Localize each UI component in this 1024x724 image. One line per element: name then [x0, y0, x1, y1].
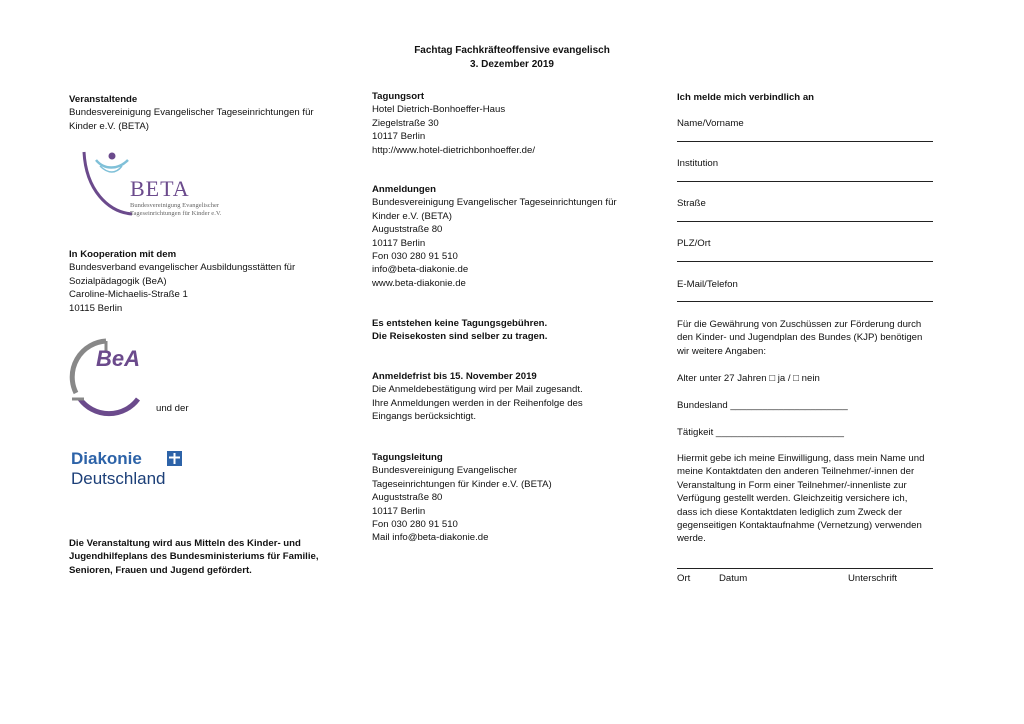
leitung-line: Auguststraße 80: [372, 492, 443, 504]
diakonie-logo-line2: Deutschland: [71, 469, 166, 488]
leitung-block: [372, 451, 642, 545]
consent-line: meine Kontaktdaten den anderen Teilnehmer/-innen der: [677, 466, 915, 478]
beta-logo-sub2: Tageseinrichtungen für Kinder e.V.: [130, 210, 222, 217]
leitung-heading: Tagungsleitung: [372, 452, 443, 463]
anmeldungen-line: Auguststraße 80: [372, 224, 443, 236]
anmeldungen-block: [372, 183, 642, 290]
diakonie-logo-line1: Diakonie: [71, 449, 142, 468]
anmeldungen-line: Bundesvereinigung Evangelischer Tageseinrichtungen für: [372, 197, 617, 209]
field-label-strasse: Straße: [677, 198, 706, 209]
leitung-email[interactable]: Mail info@beta-diakonie.de: [372, 532, 489, 544]
frist-heading: Anmeldefrist bis 15. November 2019: [372, 371, 537, 382]
kooperation-line: Caroline-Michaelis-Straße 1: [69, 289, 188, 301]
zuschuss-line: den Kinder- und Jugendplan des Bundes (KJP) benötigen: [677, 332, 923, 344]
field-institution-line[interactable]: [677, 181, 933, 182]
sign-label-unterschrift: Unterschrift: [848, 573, 898, 584]
frist-line: Ihre Anmeldungen werden in der Reihenfolge des: [372, 397, 583, 409]
diakonie-cross-icon: [167, 451, 182, 466]
consent-line: werde.: [677, 533, 706, 545]
form-heading: Ich melde mich verbindlich an: [677, 92, 815, 103]
veranstaltende-line: Bundesvereinigung Evangelischer Tageseinrichtungen für: [69, 107, 314, 119]
signature-line[interactable]: [677, 568, 933, 569]
und-der-text: und der: [156, 403, 189, 414]
kooperation-line: 10115 Berlin: [69, 302, 123, 314]
anmeldungen-email[interactable]: info@beta-diakonie.de: [372, 264, 469, 276]
tagungsort-heading: Tagungsort: [372, 91, 425, 102]
bea-logo: [66, 337, 156, 417]
funding-line: Senioren, Frauen und Jugend gefördert.: [69, 564, 252, 576]
consent-line: gegenseitigen Kontaktaufnahme (Vernetzung) verwenden: [677, 520, 922, 532]
anmeldungen-line: 10117 Berlin: [372, 237, 426, 249]
kosten-line: Die Reisekosten sind selber zu tragen.: [372, 331, 548, 343]
field-plz-ort-line[interactable]: [677, 261, 933, 262]
leitung-line: Fon 030 280 91 510: [372, 519, 458, 531]
field-label-institution: Institution: [677, 158, 719, 169]
zuschuss-line: wir weitere Angaben:: [677, 345, 767, 357]
taetigkeit-field[interactable]: Tätigkeit ________________________: [677, 427, 844, 438]
funding-line: Die Veranstaltung wird aus Mitteln des Kinder- und: [69, 538, 301, 549]
anmeldungen-line: Kinder e.V. (BETA): [372, 210, 452, 222]
consent-line: dass ich diese Kontaktdaten lediglich zum Zweck der: [677, 506, 903, 518]
anmeldungen-website[interactable]: www.beta-diakonie.de: [372, 277, 466, 289]
funding-line: Jugendhilfeplans des Bundesministeriums für Familie,: [69, 551, 319, 563]
field-label-email-telefon: E-Mail/Telefon: [677, 279, 738, 290]
kosten-line: Es entstehen keine Tagungsgebühren.: [372, 318, 548, 329]
tagungsort-line: 10117 Berlin: [372, 131, 426, 143]
kosten-block: [372, 317, 642, 344]
field-name-line[interactable]: [677, 141, 933, 142]
title-line-1: Fachtag Fachkräfteoffensive evangelisch: [414, 45, 610, 56]
zuschuss-block: [677, 318, 937, 358]
kooperation-line: Bundesverband evangelischer Ausbildungsstätten für: [69, 262, 296, 274]
tagungsort-line: Hotel Dietrich-Bonhoeffer-Haus: [372, 104, 506, 116]
tagungsort-line: Ziegelstraße 30: [372, 117, 439, 129]
frist-line: Die Anmeldebestätigung wird per Mail zugesandt.: [372, 384, 583, 396]
leitung-line: Bundesvereinigung Evangelischer: [372, 465, 518, 477]
sign-label-datum: Datum: [719, 573, 748, 584]
veranstaltende-heading: Veranstaltende: [69, 94, 138, 105]
frist-block: [372, 370, 642, 424]
anmeldungen-line: Fon 030 280 91 510: [372, 251, 458, 263]
field-label-name: Name/Vorname: [677, 118, 744, 129]
title-line-2: 3. Dezember 2019: [470, 59, 554, 70]
kooperation-block: [69, 248, 339, 315]
frist-line: Eingangs berücksichtigt.: [372, 411, 476, 423]
diakonie-logo: [71, 449, 201, 491]
bundesland-field[interactable]: Bundesland ______________________: [677, 400, 848, 411]
field-email-telefon-line[interactable]: [677, 301, 933, 302]
tagungsort-block: [372, 90, 642, 157]
funding-block: [69, 537, 339, 577]
leitung-line: 10117 Berlin: [372, 505, 426, 517]
consent-line: Verfügung gestellt werden. Gleichzeitig versichere ich,: [677, 493, 908, 505]
consent-line: Veranstaltung in Form einer Teilnehmer/-innenliste zur: [677, 479, 907, 491]
beta-logo-sub1: Bundesvereinigung Evangelischer: [130, 202, 219, 209]
consent-line: Hiermit gebe ich meine Einwilligung, dass mein Name und: [677, 453, 925, 464]
field-label-plz-ort: PLZ/Ort: [677, 238, 711, 249]
field-strasse-line[interactable]: [677, 221, 933, 222]
veranstaltende-line: Kinder e.V. (BETA): [69, 120, 149, 132]
tagungsort-url[interactable]: http://www.hotel-dietrichbonhoeffer.de/: [372, 144, 536, 156]
leitung-line: Tageseinrichtungen für Kinder e.V. (BETA): [372, 478, 552, 490]
kooperation-line: Sozialpädagogik (BeA): [69, 275, 167, 287]
beta-logo: [78, 140, 258, 225]
sign-label-ort: Ort: [677, 573, 691, 584]
bea-logo-name: BeA: [96, 346, 141, 371]
zuschuss-line: Für die Gewährung von Zuschüssen zur Förderung durch: [677, 319, 922, 330]
consent-block: [677, 452, 937, 546]
veranstaltende-block: [69, 93, 339, 133]
beta-logo-name: BETA: [130, 176, 190, 201]
anmeldungen-heading: Anmeldungen: [372, 184, 436, 195]
alter-checkbox-row[interactable]: Alter unter 27 Jahren □ ja / □ nein: [677, 373, 820, 384]
kooperation-heading: In Kooperation mit dem: [69, 249, 177, 260]
document-title: [0, 44, 1024, 72]
